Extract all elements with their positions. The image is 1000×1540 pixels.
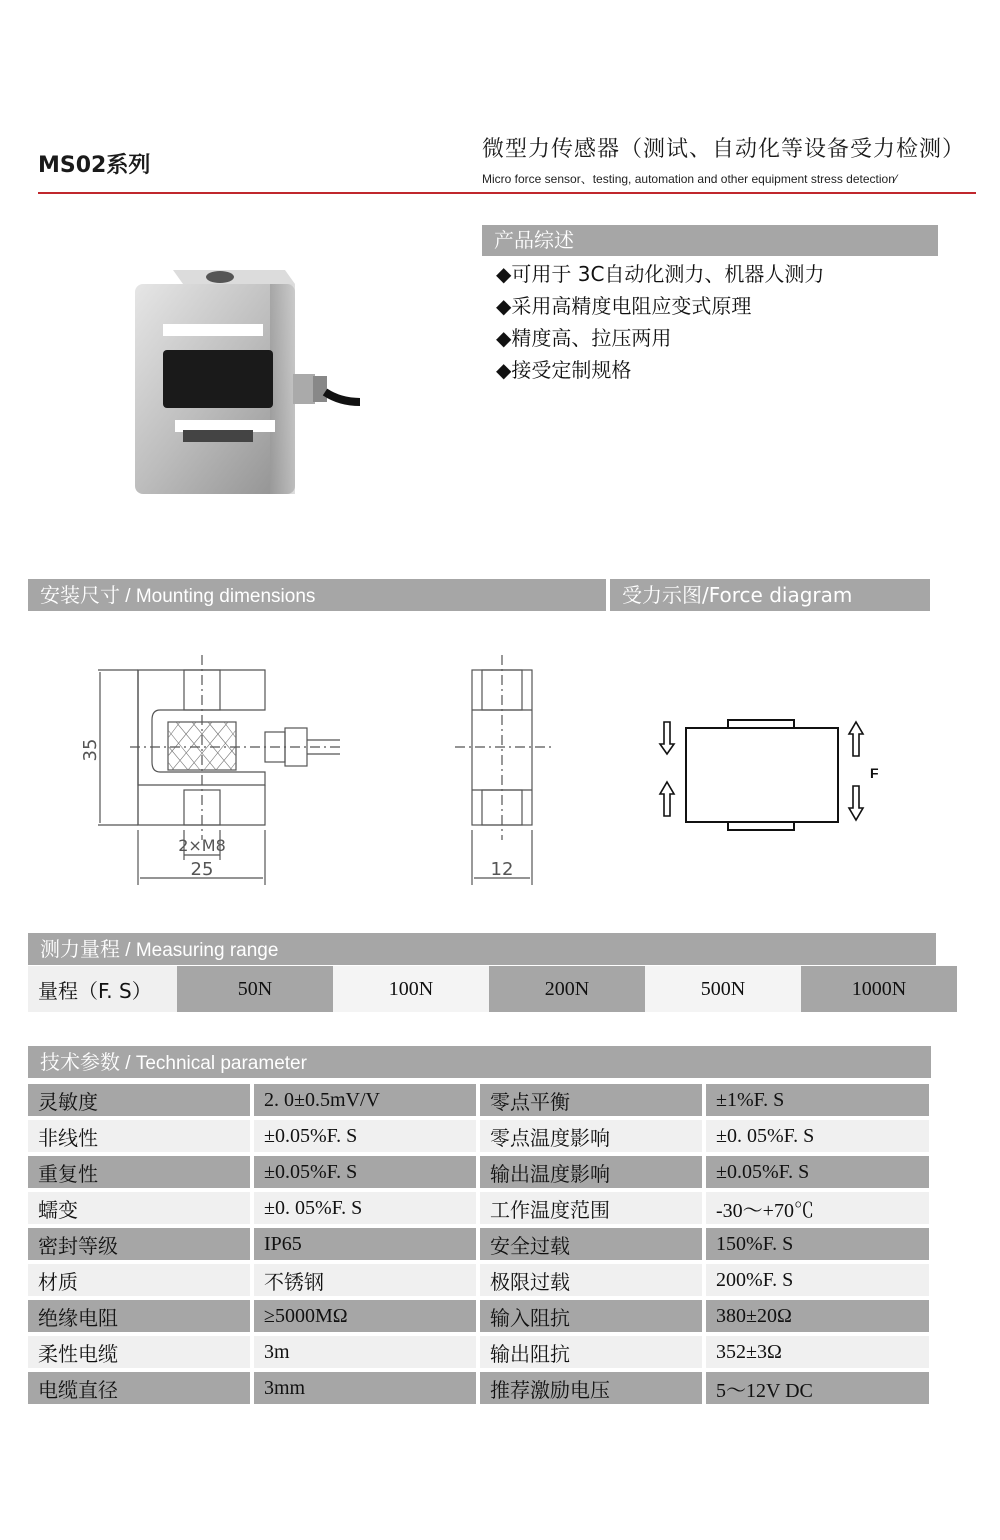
mounting-heading: 安装尺寸 / Mounting dimensions [28,579,606,611]
diamond-bullet-icon: ◆ [496,294,512,318]
product-photo [125,262,375,502]
param-value: 5～12V DC [706,1372,929,1404]
dim-thickness: 12 [490,859,514,880]
diamond-bullet-icon: ◆ [496,358,512,382]
front-view-drawing [60,650,360,890]
param-label: 极限过载 [480,1264,702,1296]
param-value: 200%F. S [706,1264,929,1296]
range-value: 1000N [801,966,957,1012]
range-table [28,966,957,1012]
param-value: ±0.05%F. S [706,1156,929,1188]
tech-heading: 技术参数 / Technical parameter [28,1046,931,1078]
table-row [28,1336,929,1368]
table-row [28,1228,929,1260]
param-label: 输出阻抗 [480,1336,702,1368]
dim-thread: 2×M8 [178,836,226,855]
table-row [28,1156,929,1188]
param-value: 150%F. S [706,1228,929,1260]
param-value: ±0. 05%F. S [706,1120,929,1152]
product-title-en: Micro force sensor、testing, automation and other equipment stress detection⁄ [482,172,897,186]
param-value: 3mm [254,1372,476,1404]
table-row [28,1084,929,1116]
param-value: 380±20Ω [706,1300,929,1332]
param-label: 电缆直径 [28,1372,250,1404]
range-value: 200N [489,966,645,1012]
param-value: ≥5000MΩ [254,1300,476,1332]
arrow-down-icon [849,786,863,820]
feature-item-3: ◆精度高、拉压两用 [496,326,672,350]
series-title: MS02系列 [38,153,151,178]
param-value: 352±3Ω [706,1336,929,1368]
param-label: 非线性 [28,1120,250,1152]
arrow-up-icon [849,722,863,756]
param-value: 不锈钢 [254,1264,476,1296]
param-label: 材质 [28,1264,250,1296]
param-label: 安全过载 [480,1228,702,1260]
param-label: 零点平衡 [480,1084,702,1116]
param-label: 输入阻抗 [480,1300,702,1332]
param-label: 蠕变 [28,1192,250,1224]
dim-width: 25 [190,859,214,880]
param-value: ±1%F. S [706,1084,929,1116]
range-value: 50N [177,966,333,1012]
feature-item-2: ◆采用高精度电阻应变式原理 [496,294,752,318]
range-value: 100N [333,966,489,1012]
param-label: 输出温度影响 [480,1156,702,1188]
overview-heading: 产品综述 [482,225,938,256]
feature-item-4: ◆接受定制规格 [496,358,632,382]
side-view-drawing [450,650,570,890]
range-heading: 测力量程 / Measuring range [28,933,936,965]
param-value: 2. 0±0.5mV/V [254,1084,476,1116]
tech-table [28,1080,929,1408]
param-value: ±0.05%F. S [254,1156,476,1188]
arrow-down-icon [660,722,674,754]
feature-item-1: ◆可用于 3C自动化测力、机器人测力 [496,262,825,286]
param-label: 灵敏度 [28,1084,250,1116]
force-label: F [870,765,879,781]
arrow-up-icon [660,782,674,816]
param-label: 推荐激励电压 [480,1372,702,1404]
range-label: 量程（F. S） [28,966,177,1012]
force-diagram-heading: 受力示图/Force diagram [610,579,930,611]
param-label: 重复性 [28,1156,250,1188]
diamond-bullet-icon: ◆ [496,262,512,286]
param-label: 密封等级 [28,1228,250,1260]
param-value: -30～+70℃ [706,1192,929,1224]
param-label: 零点温度影响 [480,1120,702,1152]
diamond-bullet-icon: ◆ [496,326,512,350]
param-value: ±0. 05%F. S [254,1192,476,1224]
table-row [28,1192,929,1224]
header-divider [38,192,976,194]
table-row [28,1372,929,1404]
param-value: IP65 [254,1228,476,1260]
dim-height: 35 [80,738,101,762]
param-value: ±0.05%F. S [254,1120,476,1152]
table-row [28,1264,929,1296]
force-diagram [650,710,890,840]
param-label: 柔性电缆 [28,1336,250,1368]
param-value: 3m [254,1336,476,1368]
param-label: 绝缘电阻 [28,1300,250,1332]
param-label: 工作温度范围 [480,1192,702,1224]
table-row [28,1300,929,1332]
product-title-cn: 微型力传感器（测试、自动化等设备受力检测） [482,137,966,162]
table-row [28,1120,929,1152]
range-value: 500N [645,966,801,1012]
